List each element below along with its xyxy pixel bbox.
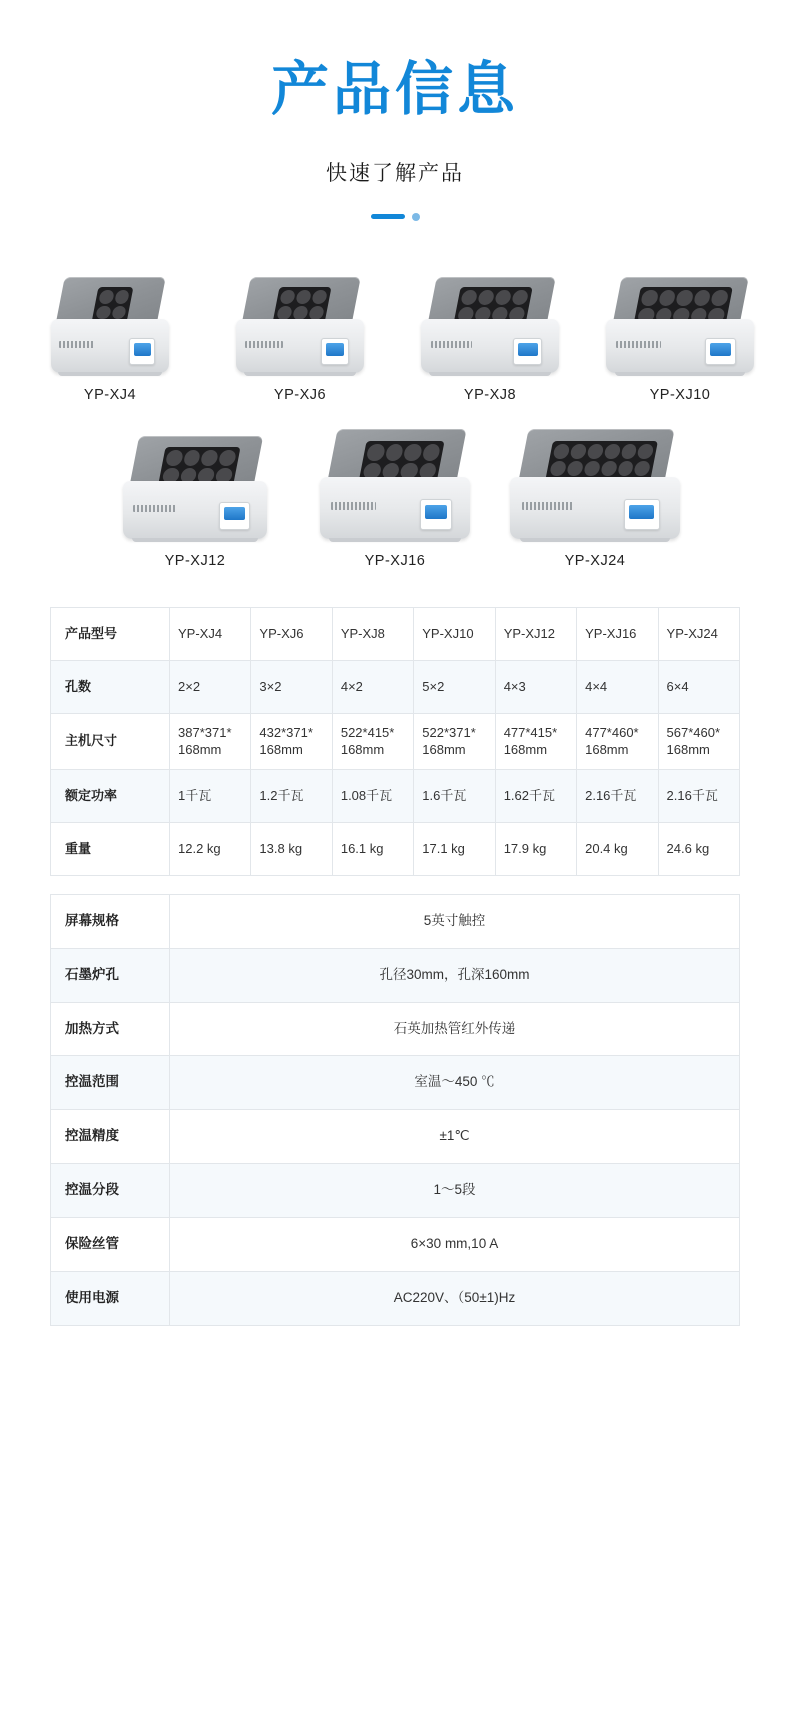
sample-well [280,290,297,304]
control-panel [219,502,250,531]
table-cell: 4×3 [495,660,576,713]
table-cell: YP-XJ6 [251,607,332,660]
sample-well [219,450,238,466]
sample-well [421,444,441,461]
specs-table-container [50,894,740,1326]
product-item [395,277,585,403]
table-cell: YP-XJ24 [658,607,739,660]
table-cell: 2×2 [170,660,251,713]
device-brand-label [59,341,94,348]
table-row [51,607,740,660]
divider-dot [412,213,420,221]
device-foot [132,538,259,542]
touch-screen [518,343,538,355]
table-cell: 1.6千瓦 [414,769,495,822]
product-caption: YP-XJ4 [83,386,137,403]
touch-screen [326,343,344,355]
sample-well [675,290,694,306]
sample-well [494,290,512,305]
product-image [236,277,364,373]
sample-well [477,290,495,305]
product-caption: YP-XJ12 [164,552,226,569]
table-row [51,1164,740,1218]
control-panel [705,338,737,365]
product-image [320,429,470,539]
table-cell: 6×4 [658,660,739,713]
sample-well [296,290,313,304]
sample-well [586,444,604,459]
product-image [510,429,680,539]
touch-screen [134,343,151,355]
table-cell: 4×2 [332,660,413,713]
sample-well [403,444,423,461]
sample-well [165,450,184,466]
sample-well [98,290,114,304]
sample-well [658,290,677,306]
table-row [51,1110,740,1164]
sample-well [569,444,587,459]
sample-well [366,444,386,461]
spec-label: 石墨炉孔 [51,948,170,1002]
product-image [51,277,169,373]
table-row [51,948,740,1002]
device-foot [429,372,550,376]
table-cell: 432*371* 168mm [251,713,332,769]
table-row [51,1218,740,1272]
control-panel [129,338,155,365]
product-gallery [0,277,790,569]
product-caption: YP-XJ8 [463,386,517,403]
table-row [51,1272,740,1326]
device-brand-label [331,502,376,510]
sample-well [201,450,220,466]
product-item [585,277,775,403]
spec-label: 控温范围 [51,1056,170,1110]
models-table-container [50,607,740,876]
table-cell: 477*415* 168mm [495,713,576,769]
row-header: 额定功率 [51,769,170,822]
touch-screen [224,507,245,520]
table-cell: 12.2 kg [170,822,251,875]
table-cell: 3×2 [251,660,332,713]
spec-value: ±1℃ [170,1110,740,1164]
sample-well [620,444,638,459]
product-caption: YP-XJ24 [564,552,626,569]
row-header: 孔数 [51,660,170,713]
sample-well [566,461,584,476]
spec-label: 保险丝管 [51,1218,170,1272]
sample-well [460,290,478,305]
control-panel [420,499,452,530]
sample-well [640,290,659,306]
table-cell: YP-XJ16 [577,607,658,660]
spec-value: 1～5段 [170,1164,740,1218]
spec-value: AC220V、（50±1)Hz [170,1272,740,1326]
table-cell: 1.2千瓦 [251,769,332,822]
device-brand-label [133,505,176,512]
models-table [50,607,740,876]
product-item [95,436,295,569]
table-row [51,713,740,769]
table-cell: 387*371* 168mm [170,713,251,769]
table-cell: 13.8 kg [251,822,332,875]
sample-well [183,450,202,466]
device-foot [244,372,357,376]
device-brand-label [431,341,472,348]
table-row [51,1056,740,1110]
table-cell: YP-XJ4 [170,607,251,660]
sample-well [600,461,618,476]
table-cell: 17.1 kg [414,822,495,875]
table-cell: YP-XJ12 [495,607,576,660]
sample-well [549,461,567,476]
product-item [15,277,205,403]
touch-screen [710,343,731,355]
table-row [51,1002,740,1056]
device-foot [58,372,162,376]
device-brand-label [245,341,283,348]
gallery-row-bottom [0,429,790,569]
specs-table [50,894,740,1326]
table-cell: 522*371* 168mm [414,713,495,769]
control-panel [513,338,543,365]
spec-value: 石英加热管红外传递 [170,1002,740,1056]
table-cell: 2.16千瓦 [658,769,739,822]
spec-value: 孔径30mm，孔深160mm [170,948,740,1002]
sample-well [114,290,130,304]
product-image [421,277,559,373]
device-foot [615,372,745,376]
sample-well [710,290,729,306]
page-subtitle: 快速了解产品 [326,161,464,185]
table-cell: 1千瓦 [170,769,251,822]
spec-label: 控温精度 [51,1110,170,1164]
sample-well [110,306,126,320]
table-row [51,822,740,875]
sample-well [637,444,655,459]
control-panel [321,338,349,365]
sample-well [583,461,601,476]
device-foot [520,538,670,542]
sample-well-plate [91,287,133,322]
sample-well [693,290,712,306]
spec-value: 6×30 mm,10 A [170,1218,740,1272]
row-header: 重量 [51,822,170,875]
spec-label: 屏幕规格 [51,894,170,948]
gallery-row-top [0,277,790,403]
spec-label: 加热方式 [51,1002,170,1056]
table-cell: 17.9 kg [495,822,576,875]
table-cell: 522*415* 168mm [332,713,413,769]
table-cell: 1.08千瓦 [332,769,413,822]
sample-well [95,306,111,320]
sample-well [616,461,634,476]
spec-value: 室温～450 ℃ [170,1056,740,1110]
table-cell: 16.1 kg [332,822,413,875]
title-divider [0,213,790,221]
table-cell: YP-XJ10 [414,607,495,660]
table-row [51,769,740,822]
spec-label: 控温分段 [51,1164,170,1218]
product-caption: YP-XJ6 [273,386,327,403]
table-cell: 24.6 kg [658,822,739,875]
spec-label: 使用电源 [51,1272,170,1326]
page-header [0,0,790,221]
table-cell: YP-XJ8 [332,607,413,660]
product-item [495,429,695,569]
table-cell: 567*460* 168mm [658,713,739,769]
table-cell: 477*460* 168mm [577,713,658,769]
product-image [606,277,754,373]
touch-screen [629,505,653,519]
row-header: 主机尺寸 [51,713,170,769]
product-item [295,429,495,569]
table-cell: 1.62千瓦 [495,769,576,822]
sample-well [384,444,404,461]
row-header: 产品型号 [51,607,170,660]
table-cell: 4×4 [577,660,658,713]
control-panel [624,499,660,530]
product-caption: YP-XJ16 [364,552,426,569]
device-foot [329,538,461,542]
sample-well [312,290,329,304]
table-cell: 20.4 kg [577,822,658,875]
product-caption: YP-XJ10 [649,386,711,403]
table-row [51,894,740,948]
device-brand-label [522,502,573,510]
sample-well [603,444,621,459]
table-row [51,660,740,713]
sample-well [633,461,651,476]
product-image [123,436,267,539]
touch-screen [425,505,447,519]
product-item [205,277,395,403]
table-cell: 2.16千瓦 [577,769,658,822]
page-title: 产品信息 [270,55,519,123]
sample-well [552,444,570,459]
divider-bar [371,214,405,219]
device-brand-label [616,341,660,348]
sample-well [511,290,529,305]
spec-value: 5英寸触控 [170,894,740,948]
table-cell: 5×2 [414,660,495,713]
